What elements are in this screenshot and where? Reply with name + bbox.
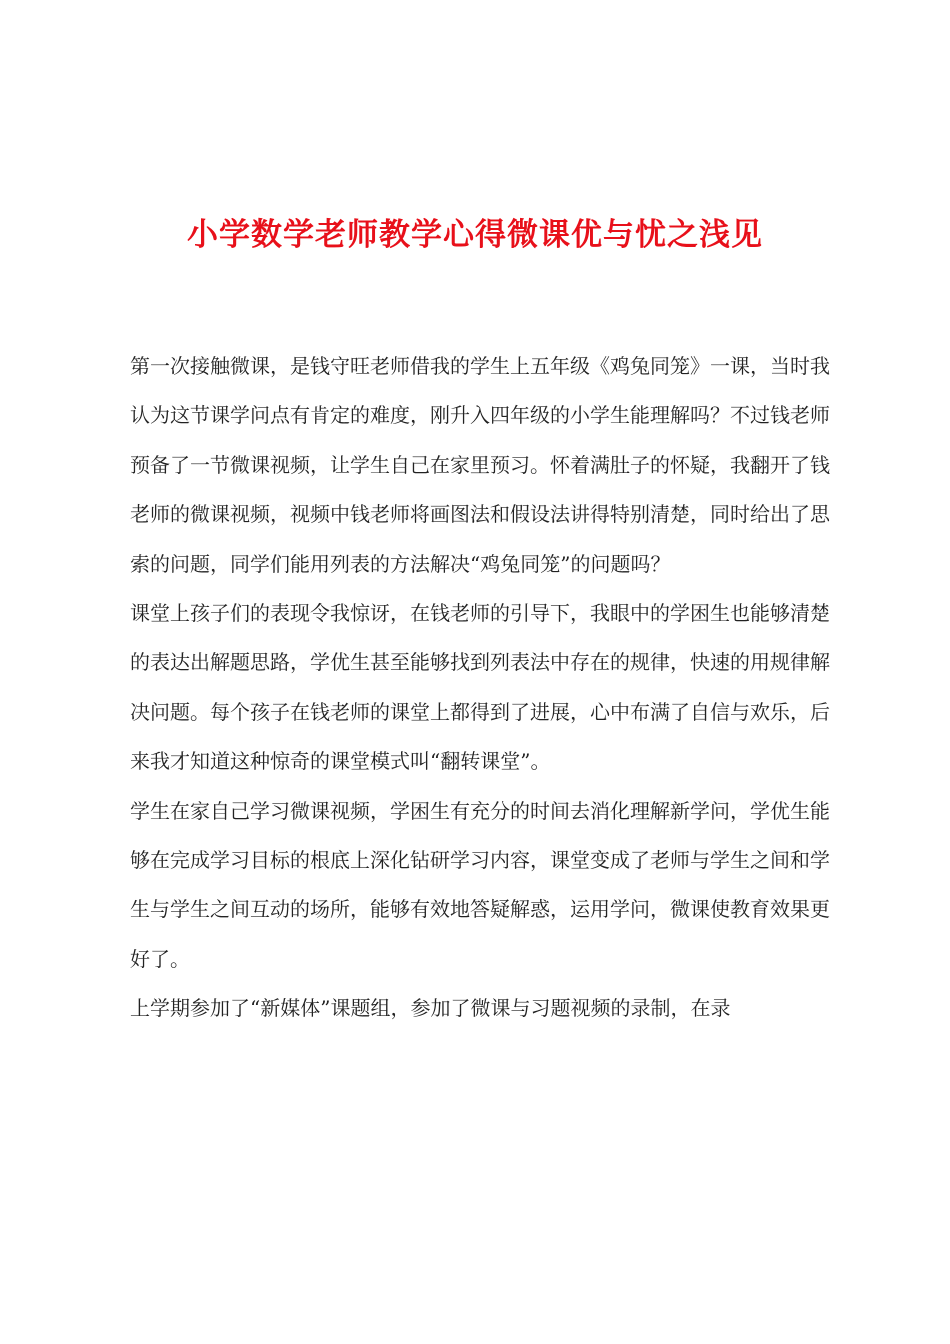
paragraph-4: 上学期参加了“新媒体”课题组，参加了微课与习题视频的录制，在录 (130, 996, 731, 1021)
document-body (130, 342, 830, 1034)
paragraph-2: 课堂上孩子们的表现令我惊讶，在钱老师的引导下，我眼中的学困生也能够清楚的表达出解题思路，学优生甚至能够找到列表法中存在的规律，快速的用规律解决问题。每个孩子在钱老师的课堂上都得到了进展，心中布满了自信与欢乐，后来我才知道这种惊奇的课堂模式叫“翻转课堂”。 (130, 601, 830, 774)
document-title: 小学数学老师教学心得微课优与忧之浅见 (187, 217, 763, 253)
paragraph-3: 学生在家自己学习微课视频，学困生有充分的时间去消化理解新学问，学优生能够在完成学习目标的根底上深化钻研学习内容，课堂变成了老师与学生之间和学生与学生之间互动的场所，能够有效地答疑解惑，运用学问，微课使教育效果更好了。 (130, 798, 830, 971)
paragraph-1: 第一次接触微课，是钱守旺老师借我的学生上五年级《鸡兔同笼》一课，当时我认为这节课学问点有肯定的难度，刚升入四年级的小学生能理解吗？不过钱老师预备了一节微课视频，让学生自己在家里预习。怀着满肚子的怀疑，我翻开了钱老师的微课视频，视频中钱老师将画图法和假设法讲得特别清楚，同时给出了思索的问题，同学们能用列表的方法解决“鸡兔同笼”的问题吗？ (130, 354, 830, 576)
